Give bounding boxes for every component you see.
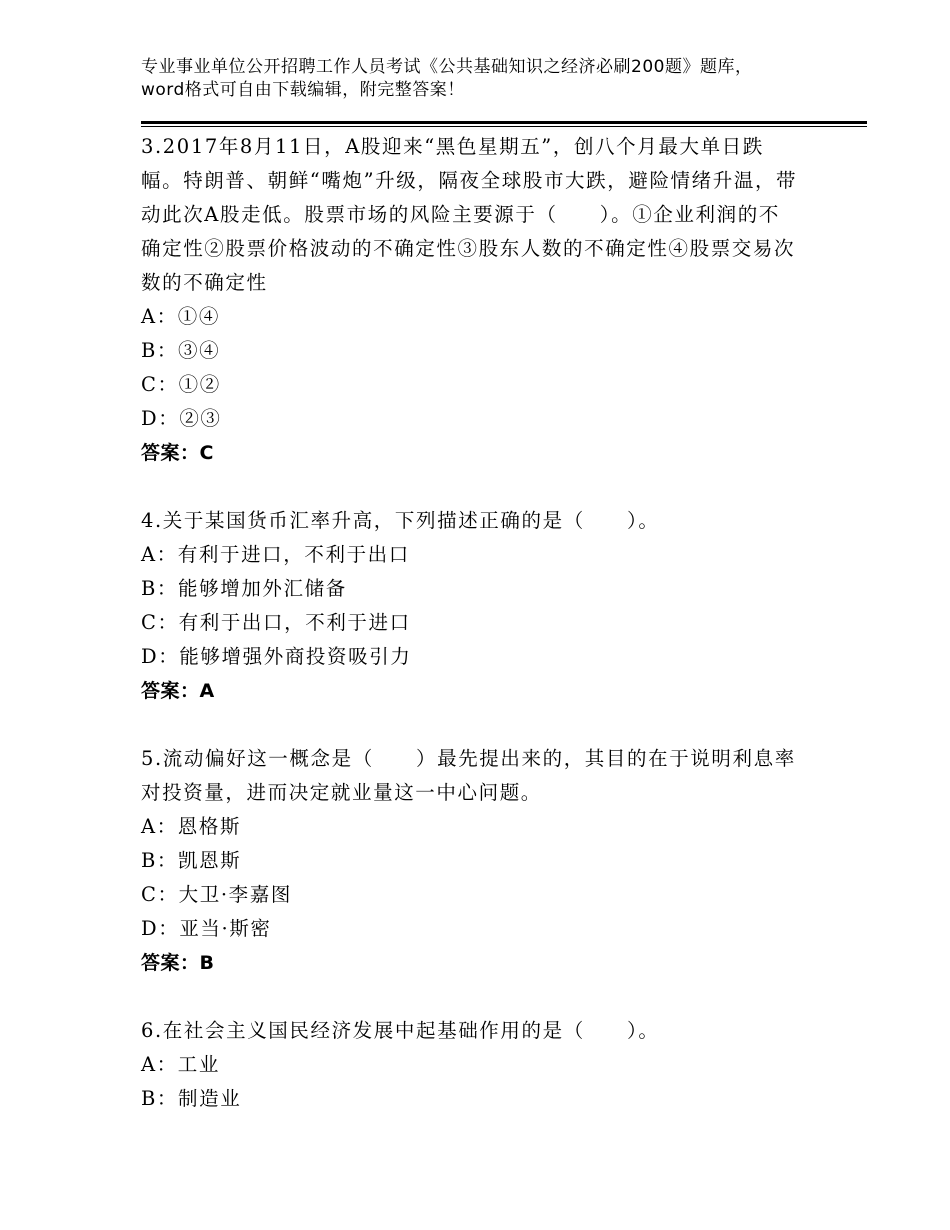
spacer xyxy=(141,708,801,742)
option-b: B：③④ xyxy=(141,339,221,362)
option-d: D：亚当·斯密 xyxy=(141,917,272,940)
option-c: C：有利于出口，不利于进口 xyxy=(141,611,411,634)
question-6 xyxy=(141,1014,801,1116)
header-rule-thick xyxy=(141,121,867,124)
option-b: B：制造业 xyxy=(141,1087,242,1110)
option-b: B：能够增加外汇储备 xyxy=(141,577,347,600)
question-text: 5.流动偏好这一概念是（ ）最先提出来的，其目的在于说明利息率对投资量，进而决定就业量这一中心问题。 xyxy=(141,747,796,804)
option-b: B：凯恩斯 xyxy=(141,849,242,872)
option-a: A：恩格斯 xyxy=(141,815,242,838)
answer: 答案：A xyxy=(141,680,215,702)
option-a: A：有利于进口，不利于出口 xyxy=(141,543,410,566)
question-text: 6.在社会主义国民经济发展中起基础作用的是（ ）。 xyxy=(141,1019,660,1042)
spacer xyxy=(141,980,801,1014)
answer: 答案：C xyxy=(141,442,214,464)
question-5 xyxy=(141,742,801,980)
answer: 答案：B xyxy=(141,952,215,974)
option-c: C：①② xyxy=(141,373,221,396)
option-a: A：①④ xyxy=(141,305,220,328)
question-4 xyxy=(141,504,801,708)
option-d: D：②③ xyxy=(141,407,222,430)
question-3 xyxy=(141,130,801,470)
option-c: C：大卫·李嘉图 xyxy=(141,883,292,906)
document-header: 专业事业单位公开招聘工作人员考试《公共基础知识之经济必刷200题》题库，word格式可自由下载编辑，附完整答案！ xyxy=(141,57,753,100)
option-a: A：工业 xyxy=(141,1053,220,1076)
option-d: D：能够增强外商投资吸引力 xyxy=(141,645,412,668)
question-list xyxy=(141,130,801,1116)
question-text: 4.关于某国货币汇率升高，下列描述正确的是（ ）。 xyxy=(141,509,660,532)
question-text: 3.2017年8月11日，A股迎来“黑色星期五”，创八个月最大单日跌幅。特朗普、朝鲜“嘴炮”升级，隔夜全球股市大跌，避险情绪升温，带动此次A股走低。股票市场的风险主要源于（ ）。①企业利润的不确定性②股票价格波动的不确定性③股东人数的不确定性④股票交易次数的不确定性 xyxy=(141,135,798,294)
spacer xyxy=(141,470,801,504)
header-rule-thin xyxy=(141,126,867,127)
